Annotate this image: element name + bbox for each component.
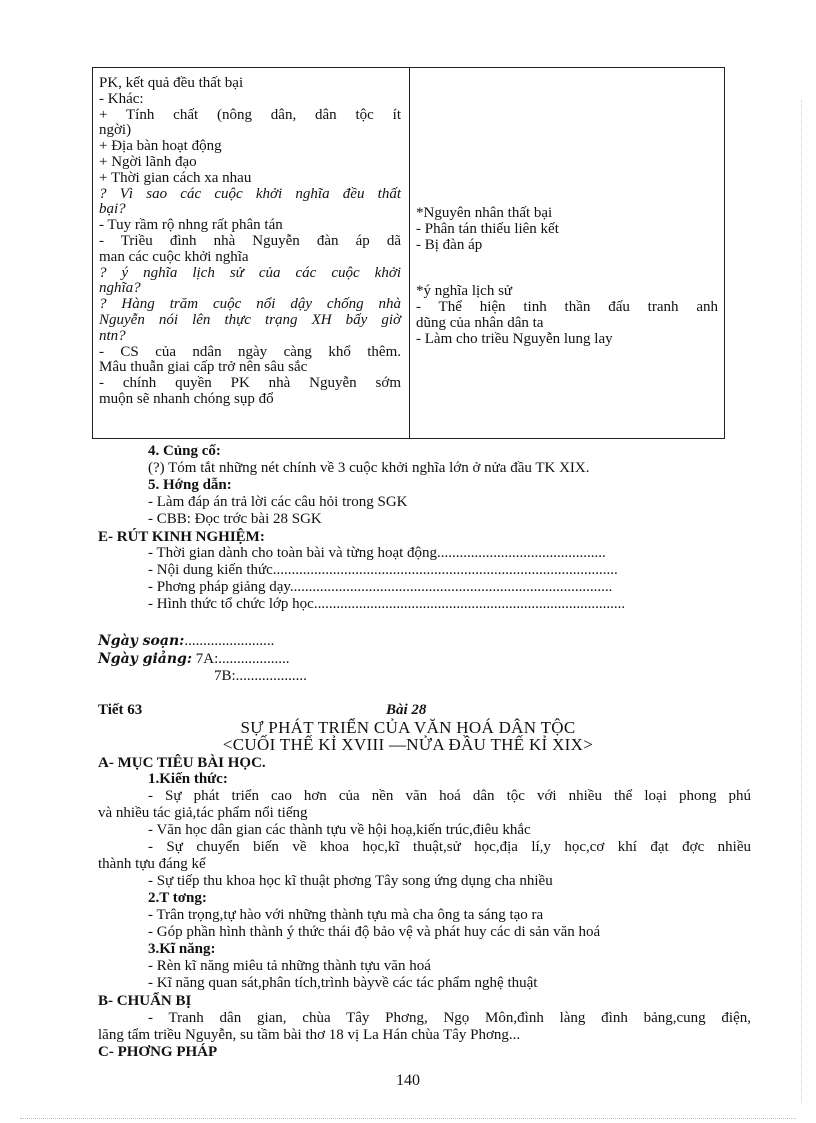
kienthuc-line: - Sự tiếp thu khoa học kĩ thuật phơng Tây song ứng dụng cha nhiều	[148, 873, 553, 889]
tutuong-line: - Góp phần hình thành ý thức thái độ bảo vệ và phát huy các di sản văn hoá	[148, 924, 601, 940]
phuongphap-heading: C- PHƠNG PHÁP	[98, 1044, 218, 1060]
kienthuc-line: - Sự phát triển cao hơn của nền văn hoá dân tộc với nhiều thể loại phong phú	[148, 788, 751, 804]
bai-number: Bài 28	[386, 702, 427, 718]
table-left-line: ? Hàng trăm cuộc nổi dậy chống nhà	[99, 296, 401, 313]
table-divider	[409, 68, 410, 438]
table-left-column	[99, 76, 401, 408]
huongdan-item: - Làm đáp án trả lời các câu hỏi trong SGK	[148, 494, 408, 510]
rutkinh-item: - Nội dung kiến thức............................................................................................	[148, 562, 618, 578]
chuanbi-line: lăng tẩm triều Nguyễn, su tầm bài thơ 18 vị La Hán chùa Tây Phơng...	[98, 1027, 521, 1043]
table-left-line: - Khác:	[99, 90, 144, 107]
table-left-line: + Địa bàn hoạt động	[99, 138, 222, 155]
table-left-line: + Tính chất (nông dân, dân tộc ít	[99, 106, 401, 123]
table-right-line: *Nguyên nhân thất bại	[416, 205, 553, 221]
ngay-giang-7a: 7A:...................	[195, 651, 290, 667]
table-left-line: bại?	[99, 201, 126, 218]
muctieu-heading: A- MỤC TIÊU BÀI HỌC.	[98, 755, 266, 771]
tiet-number: Tiết 63	[98, 702, 143, 718]
table-right-line: *ý nghĩa lịch sử	[416, 283, 513, 300]
ngay-soan-value: ........................	[184, 633, 275, 649]
page-bottom-dotted-border	[20, 1118, 796, 1119]
lesson-title-line2: <CUỐI THẾ KỈ XVIII —NỬA ĐẦU THẾ KỈ XIX>	[222, 735, 594, 754]
huongdan-item: - CBB: Đọc trớc bài 28 SGK	[148, 511, 322, 527]
table-left-line: - CS của ndân ngày càng khổ thêm.	[99, 343, 401, 360]
rutkinh-item: - Thời gian dành cho toàn bài và từng hoạt động.............................................	[148, 545, 606, 561]
table-left-line: Mâu thuẫn giai cấp trở nên sâu sắc	[99, 359, 308, 376]
table-left-line: ? Vì sao các cuộc khởi nghĩa đều thất	[99, 185, 401, 202]
table-left-line: ? ý nghĩa lịch sử của các cuộc khởi	[99, 264, 401, 281]
table-left-line: PK, kết quả đều thất bại	[99, 75, 244, 91]
table-left-line: nghĩa?	[99, 280, 141, 297]
chuanbi-line: - Tranh dân gian, chùa Tây Phơng, Ngọ Môn,đình làng đình bảng,cung điện,	[148, 1010, 751, 1026]
kinang-heading: 3.Kĩ năng:	[148, 941, 216, 957]
table-right-column	[416, 206, 718, 348]
lesson-title-line1: SỰ PHÁT TRIỂN CỦA VĂN HOÁ DÂN TỘC	[240, 718, 576, 737]
table-right-line: - Thể hiện tinh thần đấu tranh anh	[416, 299, 718, 316]
kienthuc-line: - Văn học dân gian các thành tựu về hội hoạ,kiến trúc,điêu khắc	[148, 822, 531, 838]
ngay-giang-label: Ngày giảng:	[98, 651, 192, 667]
page-right-dotted-border	[801, 100, 802, 1103]
ngay-soan-label: Ngày soạn:	[98, 633, 185, 649]
kienthuc-line: thành tựu đáng kể	[98, 856, 206, 872]
table-left-line: - chính quyền PK nhà Nguyễn sớm	[99, 375, 401, 392]
table-left-line: + Thời gian cách xa nhau	[99, 169, 252, 186]
rutkinh-heading: E- RÚT KINH NGHIỆM:	[98, 529, 265, 545]
table-left-line: ntn?	[99, 327, 126, 344]
ngay-giang	[98, 651, 289, 667]
table-left-line: + Ngời lãnh đạo	[99, 153, 197, 170]
table-left-line: - Triều đình nhà Nguyễn đàn áp dã	[99, 232, 401, 249]
table-right-line: - Bị đàn áp	[416, 236, 483, 253]
rutkinh-item: - Phơng pháp giảng dạy......................................................................................	[148, 579, 613, 595]
table-right-line: - Làm cho triều Nguyễn lung lay	[416, 330, 613, 347]
cungco-text: (?) Tóm tắt những nét chính về 3 cuộc khởi nghĩa lớn ở nửa đầu TK XIX.	[148, 460, 590, 476]
table-left-line: muộn sẽ nhanh chóng sụp đổ	[99, 390, 274, 407]
huongdan-heading: 5. Hớng dẫn:	[148, 477, 232, 493]
kinang-line: - Rèn kĩ năng miêu tả những thành tựu văn hoá	[148, 958, 431, 974]
ngay-giang-7b: 7B:...................	[214, 668, 307, 684]
table-right-line: dũng của nhân dân ta	[416, 314, 544, 331]
table-left-line: Nguyễn nói lên thực trạng XH bấy giờ	[99, 311, 401, 328]
tutuong-line: - Trân trọng,tự hào với những thành tựu mà cha ông ta sáng tạo ra	[148, 907, 544, 923]
kienthuc-line: - Sự chuyển biến về khoa học,kĩ thuật,sử học,địa lí,y học,cơ khí đạt đợc nhiều	[148, 839, 751, 855]
lesson-table	[92, 67, 725, 439]
kinang-line: - Kĩ năng quan sát,phân tích,trình bàyvề các tác phẩm nghệ thuật	[148, 975, 538, 991]
table-left-line: ngời)	[99, 122, 132, 139]
tutuong-heading: 2.T tơng:	[148, 890, 207, 906]
rutkinh-item: - Hình thức tổ chức lớp học...................................................................................	[148, 596, 626, 612]
kienthuc-line: và nhiều tác giả,tác phẩm nổi tiếng	[98, 805, 308, 821]
ngay-soan	[98, 633, 274, 649]
page-number: 140	[396, 1072, 420, 1089]
kienthuc-heading: 1.Kiến thức:	[148, 771, 228, 787]
chuanbi-heading: B- CHUẨN BỊ	[98, 993, 192, 1009]
table-right-line: - Phân tán thiếu liên kết	[416, 220, 559, 237]
cungco-heading: 4. Củng cố:	[148, 443, 221, 459]
table-left-line: - Tuy rầm rộ nhng rất phân tán	[99, 217, 283, 234]
table-left-line: man các cuộc khởi nghĩa	[99, 248, 249, 265]
